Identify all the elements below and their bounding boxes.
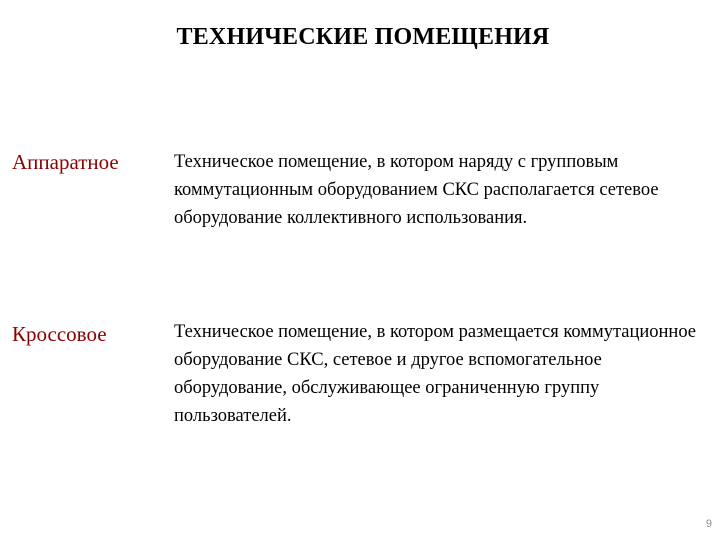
term-apparatnoe: Аппаратное — [12, 150, 119, 174]
definition-apparatnoe: Техническое помещение, в котором наряду с групповым коммутационным оборудованием СКС располагается сетевое оборудование коллективного использования. — [174, 152, 659, 228]
definition-krossovoe: Техническое помещение, в котором размещается коммутационное оборудование СКС, сетевое и другое вспомогательное оборудование, обслуживающее ограниченную группу пользователей. — [174, 322, 697, 426]
page-number: 9 — [705, 518, 712, 530]
term-krossovoe: Кроссовое — [12, 322, 107, 346]
slide-title: ТЕХНИЧЕСКИЕ ПОМЕЩЕНИЯ — [176, 24, 550, 50]
